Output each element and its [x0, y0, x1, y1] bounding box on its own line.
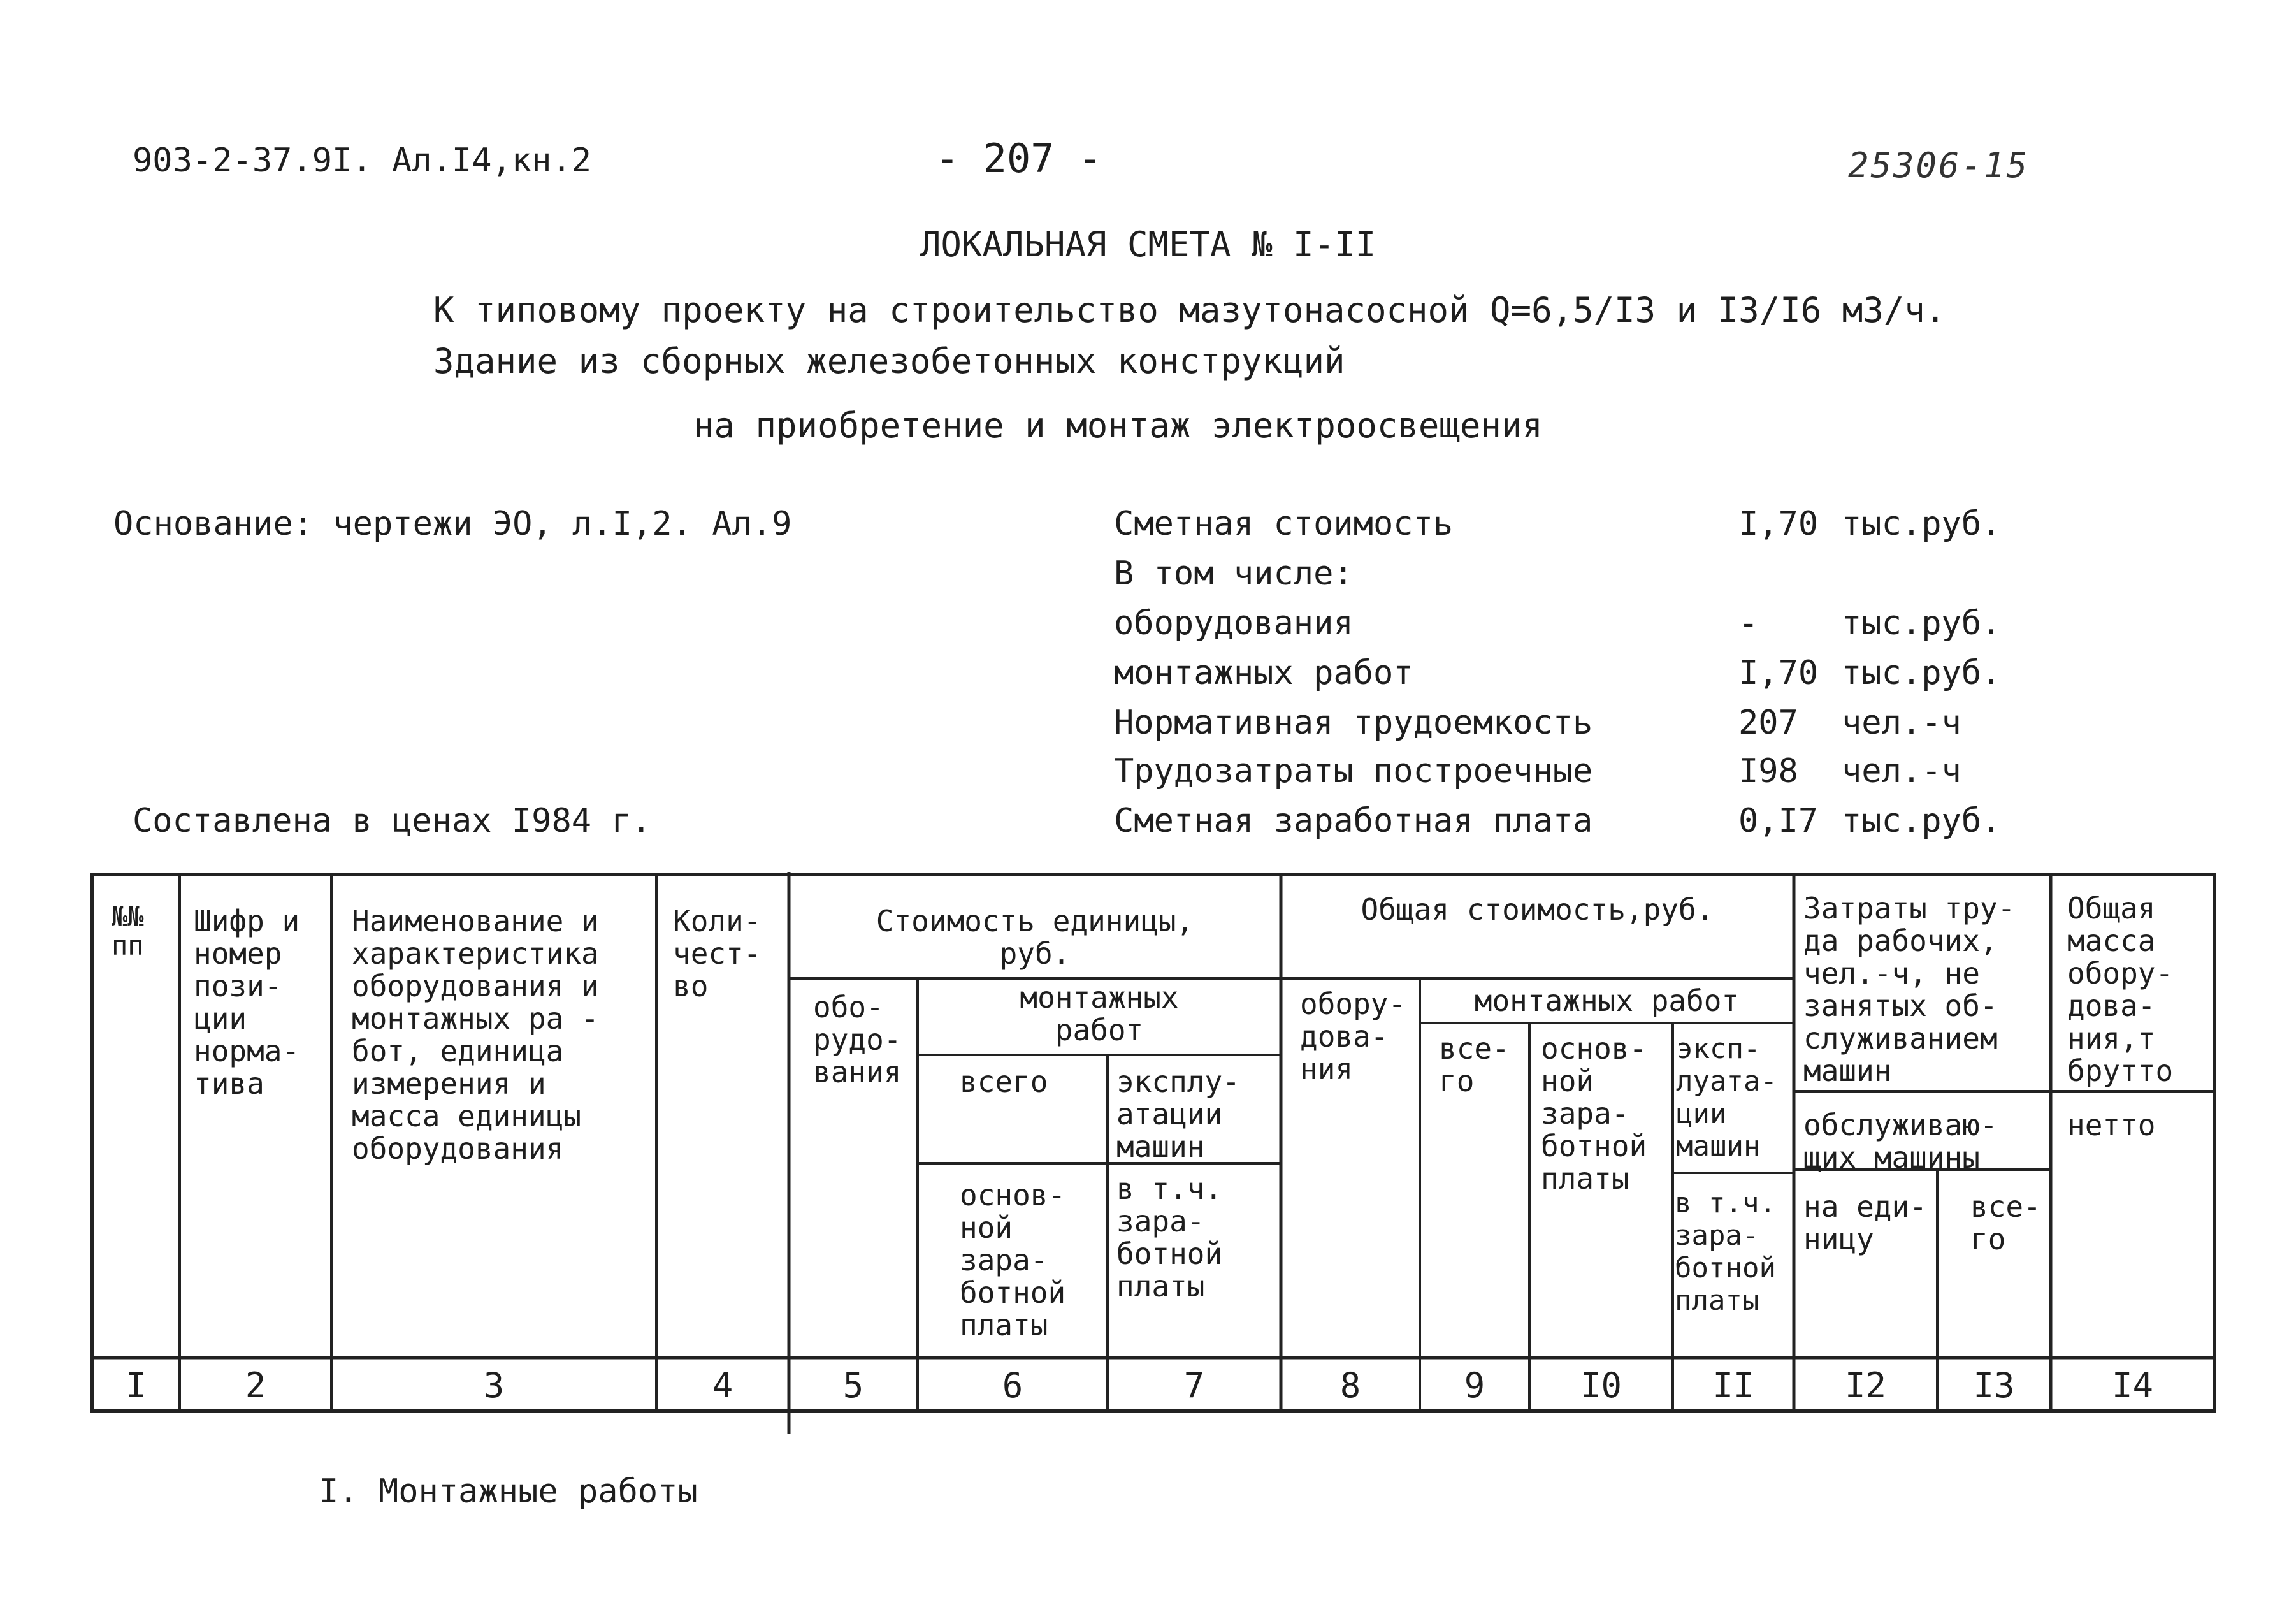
header-labor-costs: Затраты тру- да рабочих, чел.-ч, не занятых об- служиванием машин	[1803, 891, 2016, 1088]
header-total-cost-machine-operation: эксп- луата- ции машин	[1676, 1033, 1777, 1163]
column-number: I0	[1580, 1365, 1622, 1405]
summary-unit: чел.-ч	[1842, 704, 1961, 742]
summary-value: 0,I7	[1738, 802, 1819, 840]
column-number: I3	[1973, 1365, 2015, 1405]
summary-unit: тыс.руб.	[1842, 802, 2002, 840]
header-unit-cost: Стоимость единицы, руб.	[876, 904, 1194, 971]
header-total-cost: Общая стоимость,руб.	[1361, 892, 1714, 927]
summary-label: оборудования	[1114, 604, 1354, 643]
column-number: 2	[245, 1365, 266, 1405]
header-unit-cost-mounting: монтажных работ	[1020, 980, 1179, 1047]
summary-label: В том числе:	[1114, 555, 1354, 593]
summary-unit: тыс.руб.	[1842, 604, 2002, 643]
document-code: 903-2-37.9I. Ал.I4,кн.2	[133, 142, 592, 180]
summary-label: Сметная заработная плата	[1114, 802, 1593, 840]
summary-value: 207	[1738, 704, 1798, 742]
header-norm-code: Шифр и номер пози- ции норма- тива	[194, 904, 300, 1101]
subtitle-line-3: на приобретение и монтаж электроосвещения	[693, 405, 1543, 446]
basis-note: Основание: чертежи ЭО, л.I,2. Ал.9	[113, 505, 792, 543]
document-title: ЛОКАЛЬНАЯ СМЕТА № I-II	[920, 224, 1376, 265]
header-labor-per-unit: на еди- ницу	[1803, 1189, 1927, 1256]
header-quantity: Коли- чест- во	[673, 904, 762, 1003]
summary-value: I,70	[1738, 505, 1819, 543]
header-unit-cost-machine-operation: эксплу- атации машин	[1116, 1064, 1240, 1164]
column-number: I2	[1844, 1365, 1887, 1405]
subtitle-line-2: Здание из сборных железобетонных конструкций	[433, 341, 1345, 381]
header-total-cost-incl-wage: в т.ч. зара- ботной платы	[1675, 1187, 1776, 1317]
summary-value: I98	[1738, 752, 1798, 790]
summary-label: монтажных работ	[1114, 654, 1413, 692]
reference-number: 25306-15	[1848, 145, 2030, 185]
column-number: 3	[483, 1365, 505, 1405]
column-number: 7	[1183, 1365, 1205, 1405]
header-total-cost-base-wage: основ- ной зара- ботной платы	[1541, 1031, 1647, 1196]
column-number: I	[126, 1365, 147, 1405]
header-labor-total: все- го	[1970, 1189, 2041, 1256]
column-number: II	[1712, 1365, 1754, 1405]
summary-label: Трудозатраты построечные	[1114, 752, 1593, 790]
summary-value: -	[1738, 604, 1759, 643]
subtitle-line-1: К типовому проекту на строительство мазутонасосной Q=6,5/I3 и I3/I6 м3/ч.	[433, 290, 1946, 330]
column-number: 6	[1002, 1365, 1023, 1405]
header-total-cost-total: все- го	[1439, 1031, 1510, 1098]
header-name: Наименование и характеристика оборудования и монтажных ра - бот, единица измерения и масса единицы оборудования	[352, 904, 599, 1166]
page-number: - 207 -	[935, 135, 1102, 182]
header-total-cost-mounting: монтажных работ	[1474, 984, 1740, 1018]
header-total-cost-equipment: обору- дова- ния	[1300, 987, 1406, 1086]
column-number: 9	[1464, 1365, 1485, 1405]
header-labor-machine-servicing: обслуживаю- щих машины	[1803, 1108, 1998, 1175]
header-unit-cost-total: всего	[960, 1064, 1048, 1099]
prices-note: Составлена в ценах I984 г.	[133, 802, 651, 840]
header-unit-cost-equipment: обо- рудо- вания	[813, 990, 902, 1089]
summary-label: Сметная стоимость	[1114, 505, 1454, 543]
summary-unit: тыс.руб.	[1842, 505, 2002, 543]
header-equipment-mass-gross: Общая масса обору- дова- ния,т брутто	[2067, 891, 2174, 1088]
header-row-number: №№ пп	[112, 901, 144, 961]
column-number: 5	[842, 1365, 864, 1405]
section-title: I. Монтажные работы	[319, 1472, 698, 1511]
column-number: I4	[2111, 1365, 2154, 1405]
summary-unit: чел.-ч	[1842, 752, 1961, 790]
header-unit-cost-incl-wage: в т.ч. зара- ботной платы	[1116, 1172, 1223, 1303]
column-number: 8	[1339, 1365, 1361, 1405]
header-equipment-mass-net: нетто	[2067, 1108, 2156, 1142]
summary-value: I,70	[1738, 654, 1819, 692]
header-unit-cost-base-wage: основ- ной зара- ботной платы	[960, 1178, 1066, 1342]
summary-label: Нормативная трудоемкость	[1114, 704, 1593, 742]
summary-unit: тыс.руб.	[1842, 654, 2002, 692]
column-number: 4	[712, 1365, 733, 1405]
